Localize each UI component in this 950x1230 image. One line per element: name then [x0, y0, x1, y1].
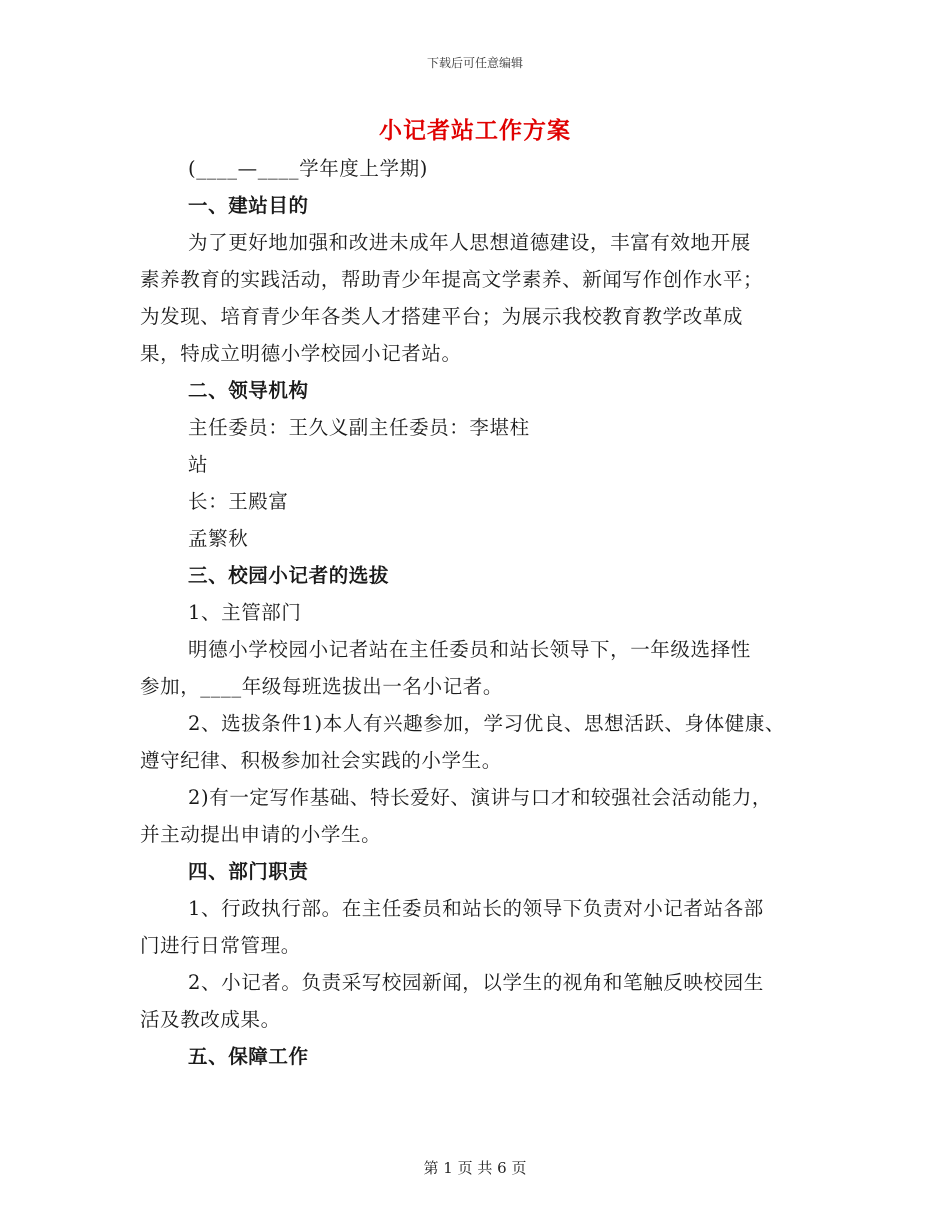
- body-line: 活及教改成果。: [140, 1008, 281, 1031]
- section-heading: 一、建站目的: [188, 194, 309, 217]
- document-body: [140, 150, 830, 1075]
- body-line: 明德小学校园小记者站在主任委员和站长领导下，一年级选择性: [188, 638, 751, 661]
- body-line: 孟繁秋: [188, 527, 249, 550]
- section-heading: 二、领导机构: [188, 379, 309, 402]
- page-footer: 第 1 页 共 6 页: [423, 1159, 527, 1177]
- body-line: 遵守纪律、积极参加社会实践的小学生。: [140, 749, 502, 772]
- body-line: 1、行政执行部。在主任委员和站长的领导下负责对小记者站各部: [188, 897, 764, 920]
- body-line: 1、主管部门: [188, 601, 302, 624]
- header-note: 下载后可任意编辑: [426, 56, 523, 70]
- body-line: (____—____学年度上学期): [188, 157, 428, 180]
- body-line: 站: [188, 453, 209, 476]
- section-heading: 三、校园小记者的选拔: [188, 564, 390, 587]
- body-line: 长：王殿富: [188, 490, 289, 513]
- body-line: 果，特成立明德小学校园小记者站。: [140, 342, 462, 365]
- body-line: 为了更好地加强和改进未成年人思想道德建设，丰富有效地开展: [188, 231, 751, 254]
- body-line: 2、小记者。负责采写校园新闻，以学生的视角和笔触反映校园生: [188, 971, 764, 994]
- document-title: 小记者站工作方案: [379, 117, 571, 144]
- section-heading: 四、部门职责: [188, 860, 309, 883]
- body-line: 2、选拔条件1)本人有兴趣参加，学习优良、思想活跃、身体健康、: [188, 712, 786, 735]
- body-line: 门进行日常管理。: [140, 934, 301, 957]
- body-line: 为发现、培育青少年各类人才搭建平台；为展示我校教育教学改革成: [140, 305, 744, 328]
- body-line: 并主动提出申请的小学生。: [140, 823, 382, 846]
- section-heading: 五、保障工作: [188, 1045, 309, 1068]
- body-line: 主任委员：王久义副主任委员：李堪柱: [188, 416, 530, 439]
- body-line: 参加，____年级每班选拔出一名小记者。: [140, 675, 504, 698]
- body-line: 2)有一定写作基础、特长爱好、演讲与口才和较强社会活动能力，: [188, 786, 773, 809]
- body-line: 素养教育的实践活动，帮助青少年提高文学素养、新闻写作创作水平；: [140, 268, 764, 291]
